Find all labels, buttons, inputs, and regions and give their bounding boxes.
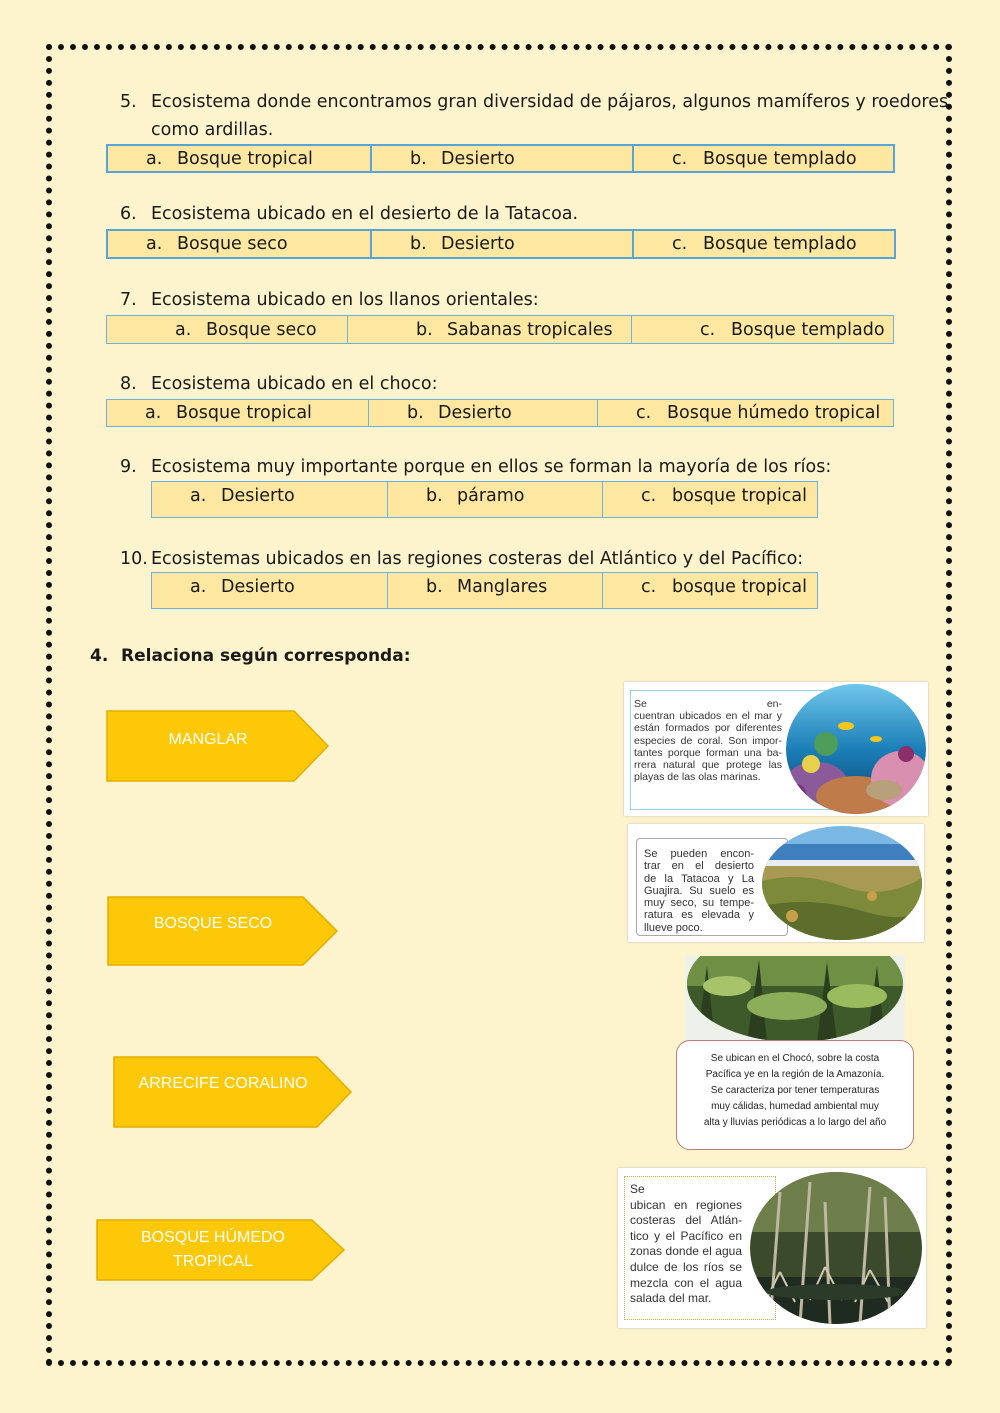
question-10 <box>120 545 803 573</box>
card-line: tico y el Pacífico en <box>630 1228 742 1243</box>
option-text: Desierto <box>221 486 295 506</box>
card-description <box>677 1051 913 1131</box>
option-a[interactable] <box>107 400 368 426</box>
card-line: ubican en regiones <box>630 1197 742 1212</box>
coral-reef-photo <box>786 684 926 814</box>
option-text: Bosque tropical <box>177 148 313 169</box>
option-text: Desierto <box>438 403 512 423</box>
options-row-5 <box>106 144 895 173</box>
arrow-bosque-seco[interactable] <box>107 896 339 966</box>
option-b[interactable] <box>368 400 597 426</box>
option-letter: b. <box>407 403 424 423</box>
option-letter: c. <box>636 403 652 423</box>
option-letter: c. <box>672 234 688 254</box>
options-row-8 <box>106 399 894 427</box>
card-line: Se ubican en el Chocó, sobre la costa <box>710 1053 880 1064</box>
question-7 <box>120 286 539 314</box>
card-line: Guajira. Su suelo es <box>644 884 754 897</box>
card-description <box>644 848 754 934</box>
option-c[interactable] <box>632 231 894 257</box>
option-text: bosque tropical <box>672 577 808 597</box>
card-line: Se en- <box>634 698 782 710</box>
question-number: 8. <box>120 374 137 394</box>
dry-forest-photo <box>762 826 922 940</box>
card-line: están formados por diferentes <box>634 722 782 735</box>
arrow-bosque-humedo[interactable] <box>96 1219 346 1281</box>
card-coral-reef[interactable] <box>624 682 928 816</box>
section-4-title <box>90 646 411 666</box>
arrow-label-line: BOSQUE HÚMEDO <box>140 1229 285 1246</box>
option-text: Bosque templado <box>731 319 885 340</box>
card-line: costeras del Atlán- <box>630 1213 742 1228</box>
card-line: mezcla con el agua <box>630 1275 742 1290</box>
option-letter: a. <box>175 319 192 340</box>
arrow-label: ARRECIFE CORALINO <box>138 1075 308 1092</box>
card-line: de la Tatacoa y La <box>644 872 754 885</box>
arrow-label: BOSQUE SECO <box>153 915 273 932</box>
option-letter: a. <box>146 234 163 254</box>
option-c[interactable] <box>632 146 893 171</box>
section-number: 4. <box>90 646 109 666</box>
question-text: Ecosistema donde encontramos gran diversidad de pájaros, algunos mamíferos y roedores <box>151 92 949 112</box>
card-line: rrera natural que protege las <box>634 759 782 772</box>
option-letter: b. <box>416 319 433 340</box>
option-b[interactable] <box>387 573 602 608</box>
option-c[interactable] <box>631 316 893 343</box>
option-text: Bosque templado <box>703 234 857 254</box>
options-row-6 <box>106 229 896 259</box>
options-row-9 <box>151 481 818 518</box>
card-description <box>634 698 782 783</box>
option-letter: a. <box>146 148 163 169</box>
option-b[interactable] <box>370 231 632 257</box>
question-number: 5. <box>120 92 137 112</box>
question-text: Ecosistema ubicado en el choco: <box>151 374 438 394</box>
mangrove-photo <box>750 1172 922 1324</box>
option-text: Desierto <box>441 234 515 254</box>
option-text: Desierto <box>221 577 295 597</box>
question-6 <box>120 200 578 228</box>
option-text: bosque tropical <box>672 486 808 506</box>
card-line: tantes porque forman una ba- <box>634 746 782 759</box>
card-line: trar en el desierto <box>644 860 754 873</box>
humid-forest-photo-box <box>685 956 905 1042</box>
card-dry-forest[interactable] <box>628 824 924 942</box>
card-line: llueve poco. <box>644 921 703 934</box>
question-number: 7. <box>120 290 137 310</box>
option-letter: b. <box>426 577 443 597</box>
option-letter: b. <box>426 486 443 506</box>
card-line: playas de las olas marinas. <box>634 771 761 784</box>
card-humid-forest[interactable] <box>676 1040 914 1150</box>
card-line: zonas donde el agua <box>630 1244 742 1259</box>
section-title: Relaciona según corresponda: <box>121 646 411 666</box>
option-a[interactable] <box>108 146 370 171</box>
card-line: muy seco, su tempe- <box>644 897 754 910</box>
options-row-10 <box>151 572 818 609</box>
option-text: Bosque seco <box>206 319 317 340</box>
option-a[interactable] <box>107 316 347 343</box>
question-text: Ecosistema muy importante porque en ellos se forman la mayoría de los ríos: <box>151 457 832 477</box>
card-line: dulce de los ríos se <box>630 1259 742 1274</box>
question-number: 10. <box>120 549 148 569</box>
arrow-label-line: TROPICAL <box>172 1253 253 1270</box>
question-number: 9. <box>120 457 137 477</box>
question-9 <box>120 453 831 481</box>
option-c[interactable] <box>602 482 817 517</box>
option-c[interactable] <box>602 573 817 608</box>
option-b[interactable] <box>387 482 602 517</box>
option-a[interactable] <box>152 573 387 608</box>
question-text: Ecosistemas ubicados en las regiones costeras del Atlántico y del Pacífico: <box>151 549 804 569</box>
option-letter: b. <box>410 148 427 169</box>
option-letter: a. <box>190 577 207 597</box>
option-letter: c. <box>641 486 657 506</box>
option-letter: c. <box>672 148 688 169</box>
option-b[interactable] <box>347 316 631 343</box>
card-line: cuentran ubicados en el mar y <box>634 710 782 723</box>
card-line: Se caracteriza por tener temperaturas <box>710 1085 880 1096</box>
card-line: Se <box>630 1182 645 1196</box>
option-a[interactable] <box>152 482 387 517</box>
arrow-arrecife-coralino[interactable] <box>113 1056 353 1128</box>
arrow-label <box>96 1219 330 1281</box>
question-number: 6. <box>120 204 137 224</box>
card-mangrove[interactable] <box>618 1168 926 1328</box>
option-text: páramo <box>457 486 525 506</box>
option-a[interactable] <box>108 231 370 257</box>
card-line: alta y lluvias periódicas a lo largo del año <box>703 1117 887 1128</box>
option-letter: b. <box>410 234 427 254</box>
card-line: especies de coral. Son impor- <box>634 734 782 747</box>
option-letter: c. <box>700 319 716 340</box>
options-row-7 <box>106 315 894 344</box>
option-text: Bosque seco <box>177 234 288 254</box>
arrow-label: MANGLAR <box>168 731 248 748</box>
card-line: Pacífica ye en la región de la Amazonía. <box>705 1069 885 1080</box>
option-text: Desierto <box>441 148 515 169</box>
option-letter: a. <box>190 486 207 506</box>
option-text: Bosque húmedo tropical <box>667 403 881 423</box>
card-line: muy cálidas, humedad ambiental muy <box>711 1101 879 1112</box>
option-text: Bosque tropical <box>176 403 312 423</box>
option-text: Manglares <box>457 577 548 597</box>
option-letter: a. <box>145 403 162 423</box>
card-line: salada del mar. <box>630 1291 712 1306</box>
question-5 <box>120 88 948 144</box>
question-text-cont: como ardillas. <box>151 120 274 140</box>
option-letter: c. <box>641 577 657 597</box>
arrow-manglar[interactable] <box>106 710 330 782</box>
card-line: Se pueden encon- <box>644 848 754 860</box>
question-text: Ecosistema ubicado en el desierto de la Tatacoa. <box>151 204 579 224</box>
card-line: ratura es elevada y <box>644 909 754 922</box>
card-description <box>630 1182 742 1307</box>
option-c[interactable] <box>597 400 893 426</box>
option-text: Sabanas tropicales <box>447 319 613 340</box>
question-text: Ecosistema ubicado en los llanos orientales: <box>151 290 539 310</box>
option-text: Bosque templado <box>703 148 857 169</box>
question-8 <box>120 370 438 398</box>
humid-forest-photo <box>687 956 903 1042</box>
option-b[interactable] <box>370 146 632 171</box>
